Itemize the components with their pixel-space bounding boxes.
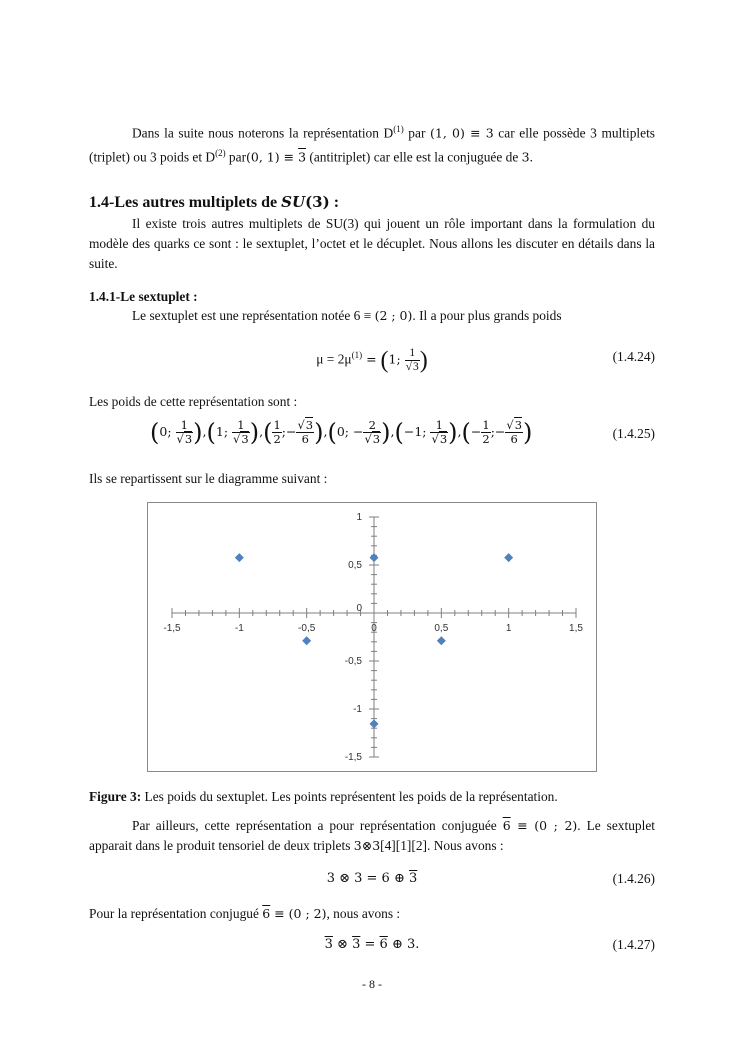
weights-intro: Les poids de cette représentation sont : [89, 394, 298, 409]
figure-caption [89, 787, 655, 807]
y-tick-label: -1 [353, 704, 362, 715]
y-tick-label: 0,5 [348, 560, 362, 571]
data-point [370, 553, 379, 562]
text: Dans la suite nous noterons la représentation D [132, 125, 394, 141]
conjugate-intro: Pour la représentation conjugué 6 ≡ (0 ; 2), nous avons : [89, 906, 401, 921]
x-tick-label: 0 [371, 623, 377, 634]
x-tick-label: 1 [505, 623, 512, 634]
x-tick-label: 1,5 [569, 623, 583, 634]
equation-1-4-24: $\mu = 2\mu^{(1)} = (1$; $\frac{1}{√3}$ ) [316, 346, 428, 374]
caption-label: Figure 3: [89, 789, 142, 804]
section-title [89, 192, 655, 213]
fraction: $\frac{1}{√3}$ [176, 418, 193, 446]
text: μ = 2μ [316, 351, 352, 367]
subsection-intro [89, 306, 655, 326]
section-paragraph: Il existe trois autres multiplets de SU(3) qui jouent un rôle important dans la formulation du modèle des quarks ce sont : le sextuplet, l’octet et le décuplet. Nous allons les discuter en détails dans la suite. [89, 216, 655, 271]
math: (1, 0) ≡ 3 [430, 125, 494, 141]
data-point [302, 636, 311, 645]
math: 1; [388, 351, 405, 367]
y-tick-label: 1 [356, 512, 362, 523]
text: par [403, 125, 430, 141]
equation-1-4-26: 3 ⊗ 3 = 6 ⊕ 3 [326, 871, 418, 886]
math: (2 ; 0) [374, 308, 413, 323]
text: . Il a pour plus grands poids [412, 308, 562, 323]
math: = [362, 351, 381, 367]
fraction: $\frac{1}{2}$ [482, 418, 490, 446]
fraction: $\frac{1}{√3}$ [431, 418, 448, 446]
weight-diagram-chart [147, 502, 597, 772]
y-tick-label: 0 [356, 603, 362, 614]
conjugate-paragraph: Par ailleurs, cette représentation a pour représentation conjuguée 6 ≡ (0 ; 2). Le sextuplet apparait dans le produit tensoriel de deux triplets 3⊗3[4][1][2]. Nous avons : [89, 818, 655, 853]
fraction: $\frac{2}{√3}$ [364, 418, 381, 446]
fraction: $\frac{√3}{6}$ [506, 418, 523, 446]
superscript: (1) [351, 350, 363, 360]
data-point [504, 553, 513, 562]
x-tick-label: -1,5 [163, 623, 181, 634]
math: SU [281, 193, 306, 211]
y-tick-label: -1,5 [344, 752, 362, 763]
math: (3) [305, 193, 330, 211]
fraction: $\frac{√3}{6}$ [297, 418, 314, 446]
equation-number: (1.4.24) [612, 349, 655, 364]
data-point [370, 719, 379, 728]
diagram-intro: Ils se repartissent sur le diagramme suivant : [89, 471, 328, 486]
text: par [225, 149, 247, 165]
fraction: $\frac{1}{√3}$ [405, 346, 419, 373]
text: 1.4-Les autres multiplets de [89, 194, 282, 211]
equation-number: (1.4.25) [612, 426, 655, 441]
subsection-title: 1.4.1-Le sextuplet : [89, 289, 198, 304]
fraction: $\frac{1}{√3}$ [233, 418, 249, 446]
text: Le sextuplet est une représentation notée 6 ≡ [132, 308, 375, 323]
scatter-plot [148, 503, 596, 771]
data-point [235, 553, 244, 562]
fraction: $\frac{1}{2}$ [273, 418, 281, 446]
x-tick-label: -1 [234, 623, 244, 634]
equation-1-4-25: (0; $\frac{1}{√3}$ ),(1; $\frac{1}{√3}$ ),( $\frac{1}{2}$ ;− $\frac{√3}{6}$ ),(0; − $\frac{2}{√3}$ ),(−1; $\frac{1}{√3}$ ),(− $\frac{1}{2}$ ;− $\frac{√3}{6}$ ) [150, 418, 533, 447]
text: . [529, 149, 533, 165]
superscript: (2) [215, 148, 226, 159]
equation-number: (1.4.27) [612, 937, 655, 952]
caption-text: Les poids du sextuplet. Les points représentent les poids de la représentation. [141, 789, 558, 804]
math-bar: 3 [298, 149, 307, 165]
text: (antitriplet) car elle est la conjuguée de [306, 149, 522, 165]
text: car elle possède 3 multiplets (triplet) ou 3 poids et D [89, 125, 656, 165]
x-tick-label: 0,5 [434, 623, 449, 634]
math: 3 [521, 149, 530, 165]
x-tick-label: -0,5 [298, 623, 316, 634]
intro-paragraph [89, 119, 655, 168]
data-point [437, 636, 446, 645]
math: (0, 1) ≡ [246, 149, 299, 165]
equation-1-4-27: 3 ⊗ 3 = 6 ⊕ 3. [324, 937, 420, 952]
superscript: (1) [393, 124, 404, 134]
text: : [329, 194, 340, 211]
y-tick-label: -0,5 [344, 656, 362, 667]
page-number: - 8 - [362, 977, 382, 991]
equation-number: (1.4.26) [612, 871, 655, 886]
